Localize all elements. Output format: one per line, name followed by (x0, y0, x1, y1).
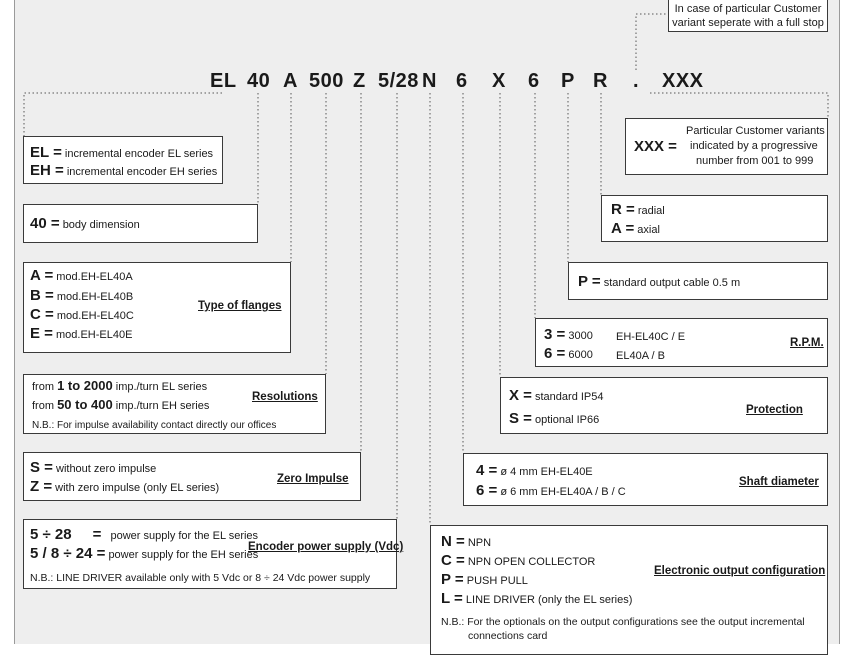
flange-e-key: E = (30, 325, 53, 342)
resolution-el-min: 1 (57, 378, 65, 393)
code-part-protection: X (492, 70, 506, 92)
flange-a-row (30, 269, 133, 284)
shaft-4-row (476, 464, 593, 479)
code-part-power-supply: 5/28 (378, 70, 419, 92)
protection-x-text: standard IP54 (535, 391, 604, 403)
zero-impulse-box (23, 452, 361, 501)
flange-e-row (30, 327, 132, 342)
exit-box (601, 195, 828, 242)
rpm-6-model: EL40A / B (616, 350, 665, 362)
shaft-diameter-box (463, 453, 828, 506)
rpm-title: R.P.M. (790, 337, 824, 349)
body-dimension-text: body dimension (62, 219, 140, 231)
output-configuration-box (430, 525, 828, 655)
resolution-el-unit: imp./turn EL series (112, 381, 208, 393)
resolutions-box (23, 374, 326, 434)
series-el-text: incremental encoder EL series (64, 148, 214, 160)
body-dimension-key: 40 = (30, 215, 60, 232)
flange-b-key: B = (30, 287, 54, 304)
zero-impulse-title: Zero Impulse (277, 473, 349, 485)
shaft-6-text: ø 6 mm EH-EL40A / B / C (500, 486, 626, 498)
body-dimension-row (30, 217, 140, 232)
code-part-xxx: XXX (662, 70, 704, 92)
protection-s-row (509, 412, 599, 427)
flange-b-text: mod.EH-EL40B (56, 291, 134, 303)
customer-variants-line-1: Particular Customer variants (686, 125, 825, 137)
exit-radial-text: radial (637, 205, 665, 217)
power-note: N.B.: LINE DRIVER available only with 5 Vdc or 8 ÷ 24 Vdc power supply (30, 572, 371, 584)
protection-x-row (509, 389, 604, 404)
exit-radial-key: R = (611, 201, 635, 218)
protection-s-text: optional IP66 (535, 414, 600, 426)
resolution-el-row (32, 379, 207, 394)
power-supply-box (23, 519, 404, 589)
flange-e-text: mod.EH-EL40E (56, 329, 133, 341)
series-box (23, 136, 223, 184)
zero-s-row (30, 461, 156, 476)
resolution-eh-row (32, 398, 209, 413)
zero-z-row (30, 480, 219, 495)
resolution-eh-from: from (32, 400, 58, 412)
power-eh-row (30, 547, 258, 562)
customer-variant-note-line-1: In case of particular Customer (674, 3, 822, 15)
resolution-eh-max: 400 (91, 397, 113, 412)
resolution-eh-min: 50 (57, 397, 72, 412)
power-el-row (30, 528, 258, 543)
power-eh-text: power supply for the EH series (108, 549, 259, 561)
flange-b-row (30, 289, 133, 304)
exit-radial-row (611, 203, 665, 218)
flange-c-row (30, 308, 134, 323)
zero-s-key: S = (30, 459, 53, 476)
code-part-body: 40 (247, 70, 271, 92)
zero-s-text: without zero impulse (56, 463, 157, 475)
output-note-line-2: connections card (468, 630, 548, 642)
cable-box (568, 262, 828, 300)
flange-a-text: mod.EH-EL40A (56, 271, 133, 283)
output-l-text: LINE DRIVER (only the EL series) (465, 594, 633, 606)
rpm-6-key: 6 = (544, 345, 566, 362)
flanges-title: Type of flanges (198, 300, 282, 312)
protection-s-key: S = (509, 410, 532, 427)
code-part-shaft: 6 (456, 70, 468, 92)
series-el-row (30, 146, 213, 161)
rpm-6-row (544, 347, 593, 362)
series-el-key: EL = (30, 144, 62, 161)
output-c-text: NPN OPEN COLLECTOR (467, 556, 596, 568)
flange-c-text: mod.EH-EL40C (56, 310, 134, 322)
resolution-eh-unit: imp./turn EH series (112, 400, 210, 412)
rpm-3-key: 3 = (544, 326, 566, 343)
customer-variants-line-2: indicated by a progressive (690, 140, 818, 152)
code-part-flange: A (283, 70, 298, 92)
flange-a-key: A = (30, 267, 54, 284)
power-el-key: 5 ÷ 28 (30, 526, 72, 543)
cable-row (578, 275, 740, 290)
customer-variants-key: XXX = (634, 138, 677, 155)
output-note-line-1: N.B.: For the optionals on the output configurations see the output incremental (441, 616, 805, 628)
resolution-el-from: from (32, 381, 58, 393)
output-p-row (441, 573, 528, 588)
body-dimension-box (23, 204, 258, 243)
cable-key: P = (578, 273, 601, 290)
exit-axial-key: A = (611, 220, 635, 237)
power-el-eq: = (92, 526, 102, 543)
zero-z-text: with zero impulse (only EL series) (55, 482, 220, 494)
customer-variants-line-3: number from 001 to 999 (696, 155, 814, 167)
power-supply-title: Encoder power supply (Vdc) (248, 541, 404, 553)
customer-variant-note-line-2: variant seperate with a full stop (672, 17, 824, 29)
rpm-3-model: EH-EL40C / E (616, 331, 686, 343)
output-p-text: PUSH PULL (466, 575, 528, 587)
resolutions-title: Resolutions (252, 391, 318, 403)
shaft-4-key: 4 = (476, 462, 498, 479)
output-configuration-title: Electronic output configuration (654, 565, 826, 577)
output-l-row (441, 592, 632, 607)
output-p-key: P = (441, 571, 464, 588)
series-eh-row (30, 164, 217, 179)
resolution-el-to: to (64, 378, 84, 393)
rpm-3-row (544, 328, 593, 343)
output-n-row (441, 535, 491, 550)
output-c-key: C = (441, 552, 465, 569)
series-eh-text: incremental encoder EH series (66, 166, 218, 178)
output-l-key: L = (441, 590, 463, 607)
code-part-zero-impulse: Z (353, 70, 366, 92)
resolution-eh-to: to (71, 397, 92, 412)
resolution-note: N.B.: For impulse availability contact directly our offices (32, 420, 277, 431)
protection-box (500, 377, 828, 434)
customer-variants-box (625, 118, 828, 175)
zero-z-key: Z = (30, 478, 53, 495)
rpm-box (535, 318, 828, 367)
protection-x-key: X = (509, 387, 532, 404)
rpm-6-value: 6000 (568, 349, 593, 361)
flange-c-key: C = (30, 306, 54, 323)
code-part-output: N (422, 70, 437, 92)
series-eh-key: EH = (30, 162, 64, 179)
cable-text: standard output cable 0.5 m (603, 277, 741, 289)
protection-title: Protection (746, 404, 803, 416)
output-n-text: NPN (467, 537, 492, 549)
code-part-exit: R (593, 70, 608, 92)
output-n-key: N = (441, 533, 465, 550)
power-el-text: power supply for the EL series (110, 530, 259, 542)
code-part-resolution: 500 (309, 70, 344, 92)
power-eh-key: 5 / 8 ÷ 24 = (30, 545, 106, 562)
code-part-dot: . (633, 70, 640, 92)
flanges-box (23, 262, 291, 353)
code-part-el: EL (210, 70, 237, 92)
resolution-el-max: 2000 (83, 378, 113, 393)
shaft-6-row (476, 484, 626, 499)
code-part-cable: P (561, 70, 575, 92)
shaft-6-key: 6 = (476, 482, 498, 499)
exit-axial-text: axial (637, 224, 660, 236)
shaft-4-text: ø 4 mm EH-EL40E (500, 466, 593, 478)
shaft-diameter-title: Shaft diameter (739, 476, 819, 488)
exit-axial-row (611, 222, 660, 237)
rpm-3-value: 3000 (568, 330, 593, 342)
output-c-row (441, 554, 595, 569)
code-part-rpm: 6 (528, 70, 540, 92)
customer-variant-note-box (668, 0, 828, 32)
